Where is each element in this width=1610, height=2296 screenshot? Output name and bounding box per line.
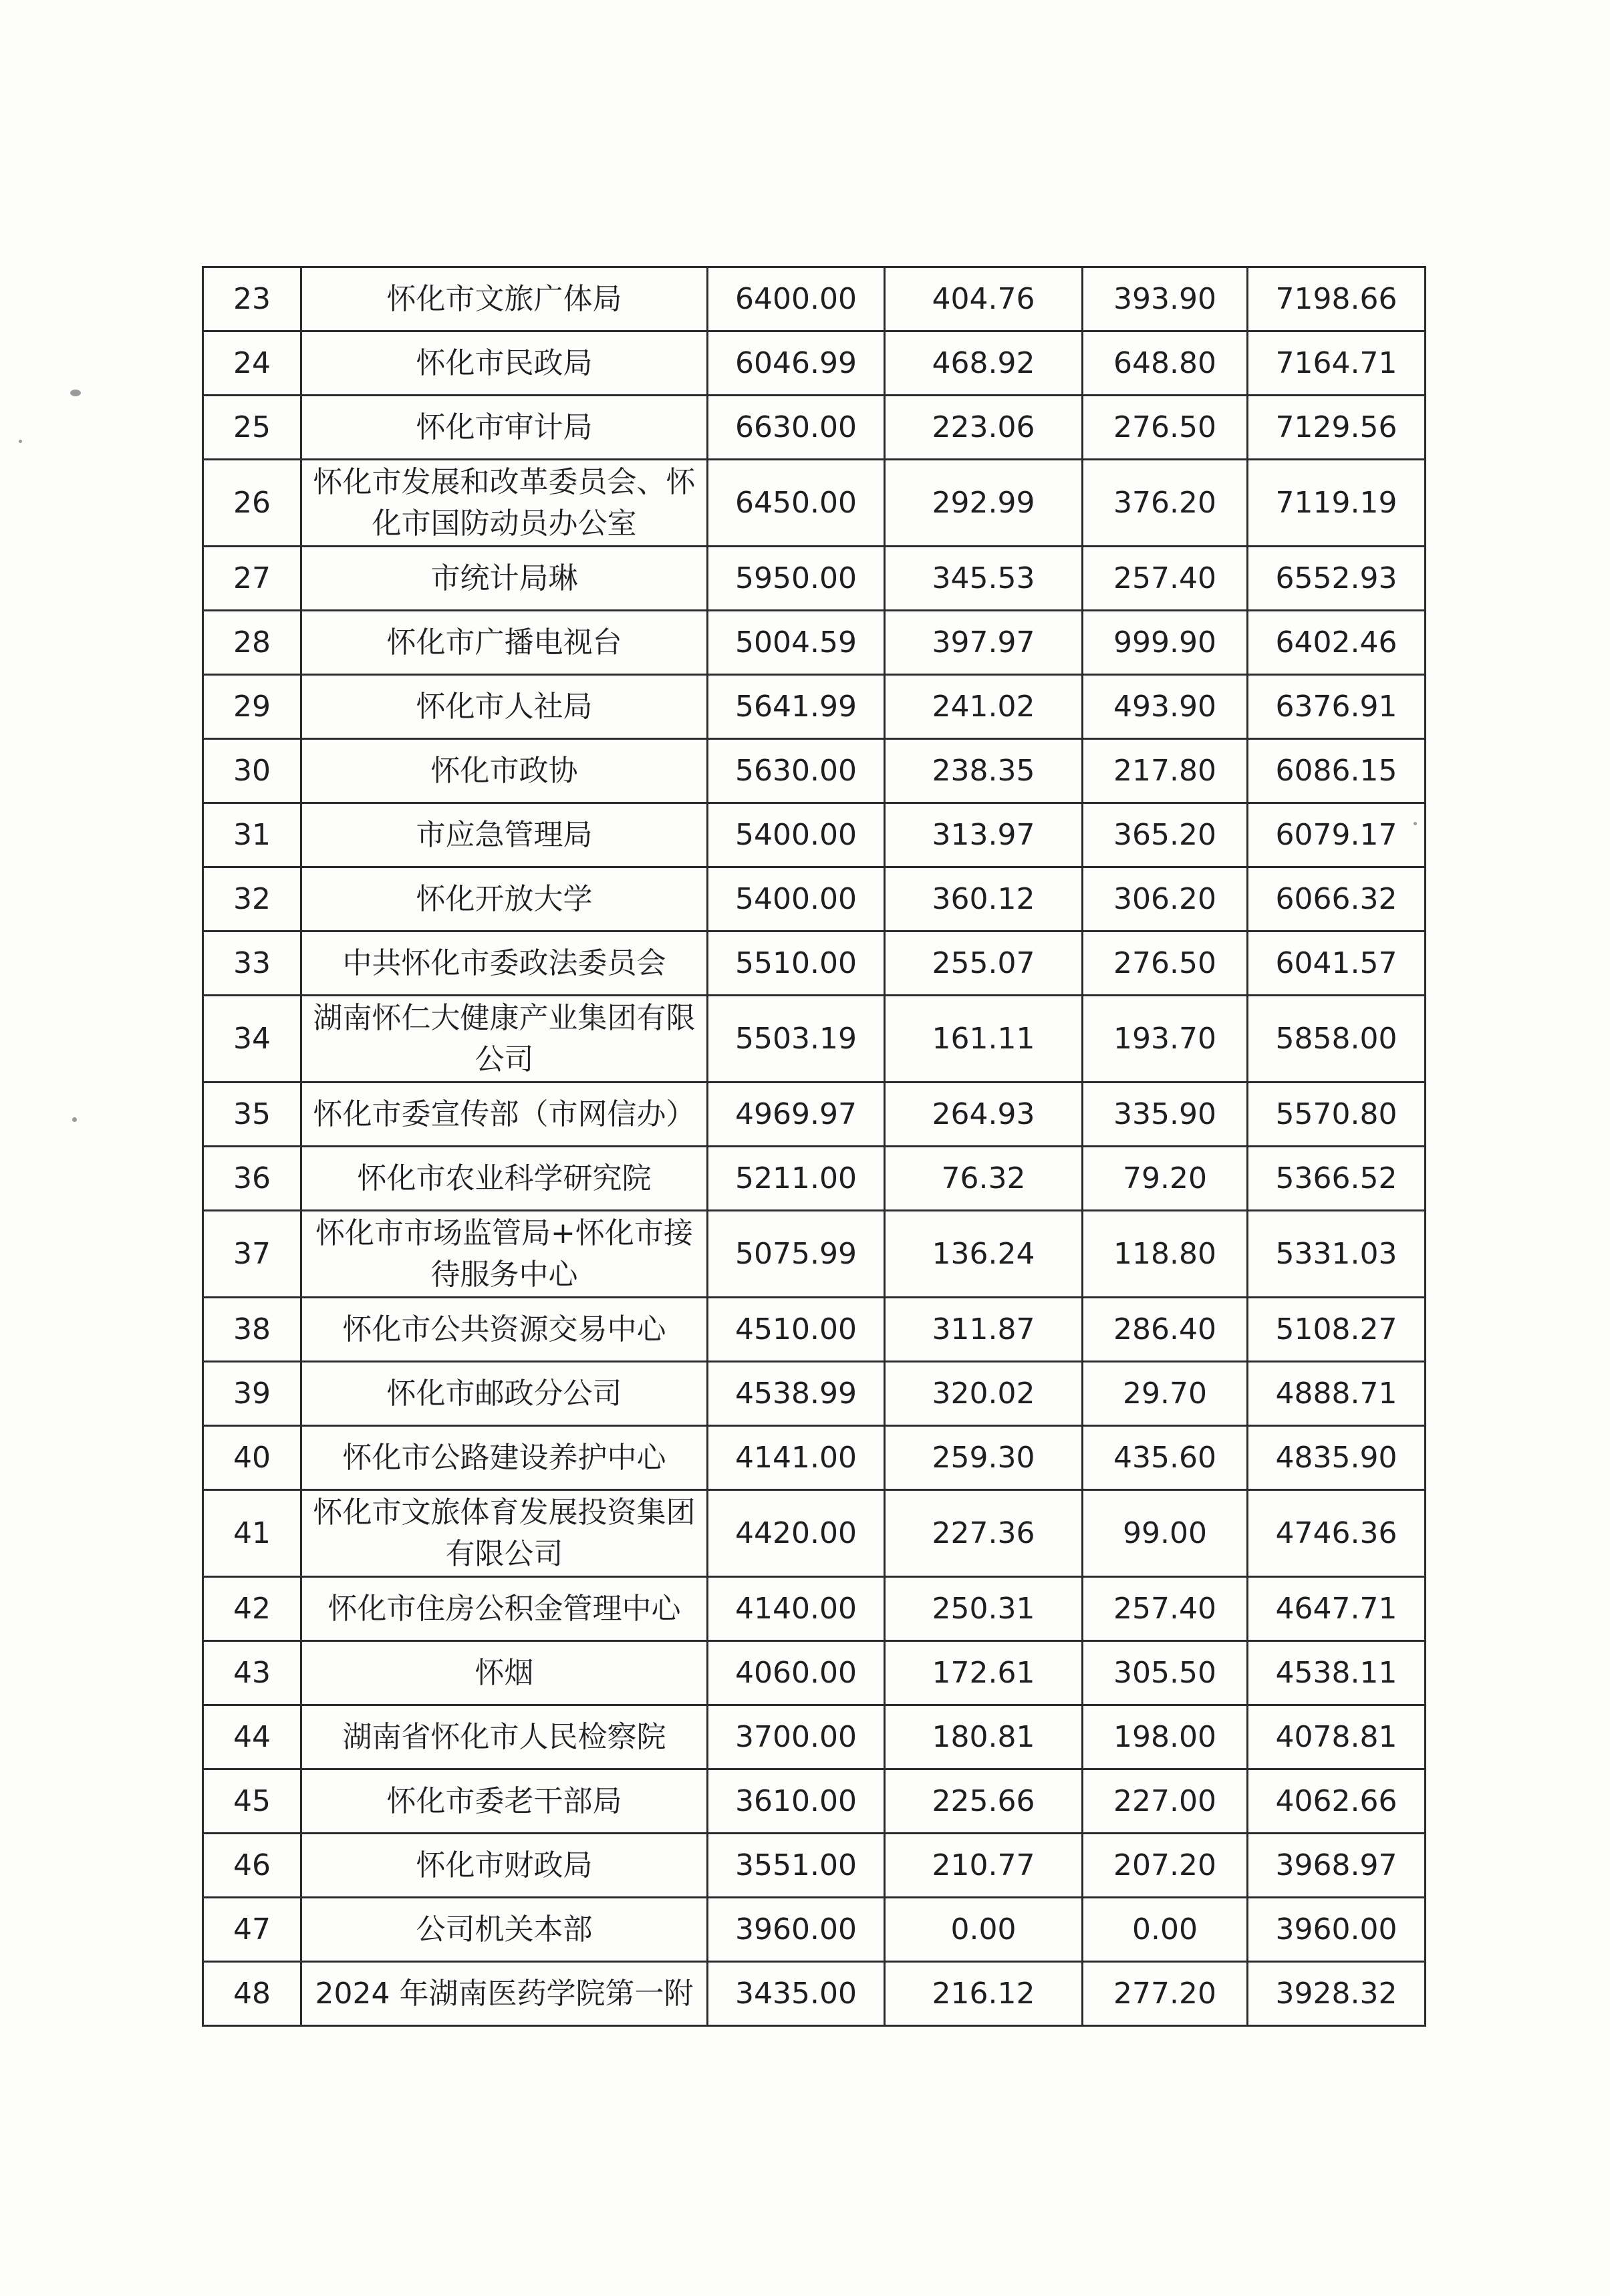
unit-name-cell: 怀化市住房公积金管理中心 <box>301 1577 708 1641</box>
value-c-cell: 118.80 <box>1083 1211 1248 1298</box>
scan-speck <box>72 1117 77 1122</box>
table-row <box>203 1769 1426 1834</box>
table-row <box>203 1147 1426 1211</box>
table-row <box>203 1211 1426 1298</box>
value-c-cell: 286.40 <box>1083 1298 1248 1362</box>
table-row <box>203 1962 1426 2026</box>
unit-name-cell: 怀化市发展和改革委员会、怀化市国防动员办公室 <box>301 460 708 547</box>
unit-name-cell: 怀化市人社局 <box>301 675 708 739</box>
value-a-cell: 5400.00 <box>708 867 885 931</box>
row-number-cell: 44 <box>203 1705 301 1769</box>
row-number-cell: 33 <box>203 931 301 996</box>
total-cell: 4078.81 <box>1248 1705 1426 1769</box>
value-a-cell: 4510.00 <box>708 1298 885 1362</box>
value-a-cell: 4420.00 <box>708 1490 885 1577</box>
value-c-cell: 227.00 <box>1083 1769 1248 1834</box>
total-cell: 4062.66 <box>1248 1769 1426 1834</box>
table-row <box>203 1490 1426 1577</box>
unit-name-cell: 公司机关本部 <box>301 1898 708 1962</box>
total-cell: 5570.80 <box>1248 1083 1426 1147</box>
unit-name-cell: 怀化市民政局 <box>301 331 708 396</box>
unit-name-cell: 怀化市邮政分公司 <box>301 1362 708 1426</box>
row-number-cell: 38 <box>203 1298 301 1362</box>
total-cell: 4647.71 <box>1248 1577 1426 1641</box>
value-b-cell: 180.81 <box>885 1705 1083 1769</box>
row-number-cell: 41 <box>203 1490 301 1577</box>
value-a-cell: 3700.00 <box>708 1705 885 1769</box>
table-row <box>203 1705 1426 1769</box>
row-number-cell: 43 <box>203 1641 301 1705</box>
value-b-cell: 223.06 <box>885 396 1083 460</box>
unit-name-cell: 怀化市文旅广体局 <box>301 267 708 331</box>
value-b-cell: 255.07 <box>885 931 1083 996</box>
unit-name-cell: 怀化市公路建设养护中心 <box>301 1426 708 1490</box>
data-table <box>202 266 1426 2027</box>
total-cell: 6376.91 <box>1248 675 1426 739</box>
value-c-cell: 257.40 <box>1083 1577 1248 1641</box>
table-row <box>203 1362 1426 1426</box>
unit-name-cell: 怀化市农业科学研究院 <box>301 1147 708 1211</box>
row-number-cell: 29 <box>203 675 301 739</box>
value-b-cell: 210.77 <box>885 1834 1083 1898</box>
row-number-cell: 42 <box>203 1577 301 1641</box>
row-number-cell: 32 <box>203 867 301 931</box>
unit-name-cell: 市应急管理局 <box>301 803 708 867</box>
total-cell: 4538.11 <box>1248 1641 1426 1705</box>
value-c-cell: 193.70 <box>1083 996 1248 1083</box>
value-b-cell: 136.24 <box>885 1211 1083 1298</box>
unit-name-cell: 怀化市财政局 <box>301 1834 708 1898</box>
value-b-cell: 238.35 <box>885 739 1083 803</box>
table-row <box>203 1898 1426 1962</box>
unit-name-cell: 湖南省怀化市人民检察院 <box>301 1705 708 1769</box>
value-a-cell: 3610.00 <box>708 1769 885 1834</box>
value-c-cell: 198.00 <box>1083 1705 1248 1769</box>
total-cell: 4888.71 <box>1248 1362 1426 1426</box>
table-row <box>203 739 1426 803</box>
value-a-cell: 4969.97 <box>708 1083 885 1147</box>
table-row <box>203 1298 1426 1362</box>
row-number-cell: 35 <box>203 1083 301 1147</box>
table-row <box>203 267 1426 331</box>
total-cell: 5331.03 <box>1248 1211 1426 1298</box>
unit-name-cell: 市统计局琳 <box>301 547 708 611</box>
value-b-cell: 320.02 <box>885 1362 1083 1426</box>
scan-speck <box>70 390 81 396</box>
value-c-cell: 79.20 <box>1083 1147 1248 1211</box>
total-cell: 5858.00 <box>1248 996 1426 1083</box>
value-b-cell: 397.97 <box>885 611 1083 675</box>
row-number-cell: 39 <box>203 1362 301 1426</box>
row-number-cell: 25 <box>203 396 301 460</box>
value-c-cell: 999.90 <box>1083 611 1248 675</box>
unit-name-cell: 中共怀化市委政法委员会 <box>301 931 708 996</box>
value-b-cell: 311.87 <box>885 1298 1083 1362</box>
value-b-cell: 161.11 <box>885 996 1083 1083</box>
total-cell: 6079.17 <box>1248 803 1426 867</box>
value-b-cell: 216.12 <box>885 1962 1083 2026</box>
table-body <box>203 267 1426 2026</box>
unit-name-cell: 2024 年湖南医药学院第一附 <box>301 1962 708 2026</box>
value-a-cell: 6630.00 <box>708 396 885 460</box>
table-row <box>203 996 1426 1083</box>
scan-speck <box>19 440 22 443</box>
value-a-cell: 3551.00 <box>708 1834 885 1898</box>
table-row <box>203 1083 1426 1147</box>
row-number-cell: 23 <box>203 267 301 331</box>
value-a-cell: 4538.99 <box>708 1362 885 1426</box>
row-number-cell: 36 <box>203 1147 301 1211</box>
table-row <box>203 611 1426 675</box>
value-c-cell: 257.40 <box>1083 547 1248 611</box>
value-a-cell: 6450.00 <box>708 460 885 547</box>
value-a-cell: 4060.00 <box>708 1641 885 1705</box>
value-b-cell: 292.99 <box>885 460 1083 547</box>
unit-name-cell: 怀化市政协 <box>301 739 708 803</box>
row-number-cell: 26 <box>203 460 301 547</box>
table-row <box>203 396 1426 460</box>
value-b-cell: 250.31 <box>885 1577 1083 1641</box>
value-c-cell: 648.80 <box>1083 331 1248 396</box>
total-cell: 4746.36 <box>1248 1490 1426 1577</box>
value-a-cell: 5950.00 <box>708 547 885 611</box>
value-a-cell: 6046.99 <box>708 331 885 396</box>
total-cell: 6041.57 <box>1248 931 1426 996</box>
value-a-cell: 5510.00 <box>708 931 885 996</box>
row-number-cell: 46 <box>203 1834 301 1898</box>
row-number-cell: 24 <box>203 331 301 396</box>
table-row <box>203 1641 1426 1705</box>
table-row <box>203 547 1426 611</box>
unit-name-cell: 怀化市公共资源交易中心 <box>301 1298 708 1362</box>
row-number-cell: 47 <box>203 1898 301 1962</box>
total-cell: 7119.19 <box>1248 460 1426 547</box>
value-c-cell: 276.50 <box>1083 396 1248 460</box>
total-cell: 6402.46 <box>1248 611 1426 675</box>
value-b-cell: 227.36 <box>885 1490 1083 1577</box>
value-c-cell: 306.20 <box>1083 867 1248 931</box>
row-number-cell: 34 <box>203 996 301 1083</box>
total-cell: 7198.66 <box>1248 267 1426 331</box>
value-a-cell: 5400.00 <box>708 803 885 867</box>
value-a-cell: 5641.99 <box>708 675 885 739</box>
table-row <box>203 931 1426 996</box>
value-b-cell: 264.93 <box>885 1083 1083 1147</box>
table-row <box>203 1577 1426 1641</box>
unit-name-cell: 怀化市委宣传部（市网信办） <box>301 1083 708 1147</box>
value-b-cell: 225.66 <box>885 1769 1083 1834</box>
row-number-cell: 28 <box>203 611 301 675</box>
unit-name-cell: 怀烟 <box>301 1641 708 1705</box>
value-c-cell: 277.20 <box>1083 1962 1248 2026</box>
value-a-cell: 4141.00 <box>708 1426 885 1490</box>
unit-name-cell: 怀化市审计局 <box>301 396 708 460</box>
unit-name-cell: 怀化开放大学 <box>301 867 708 931</box>
value-a-cell: 5503.19 <box>708 996 885 1083</box>
row-number-cell: 37 <box>203 1211 301 1298</box>
value-a-cell: 6400.00 <box>708 267 885 331</box>
unit-name-cell: 怀化市文旅体育发展投资集团有限公司 <box>301 1490 708 1577</box>
value-b-cell: 259.30 <box>885 1426 1083 1490</box>
value-b-cell: 360.12 <box>885 867 1083 931</box>
value-a-cell: 5211.00 <box>708 1147 885 1211</box>
value-b-cell: 404.76 <box>885 267 1083 331</box>
value-a-cell: 5075.99 <box>708 1211 885 1298</box>
value-c-cell: 393.90 <box>1083 267 1248 331</box>
value-a-cell: 5004.59 <box>708 611 885 675</box>
value-c-cell: 29.70 <box>1083 1362 1248 1426</box>
table-row <box>203 331 1426 396</box>
row-number-cell: 27 <box>203 547 301 611</box>
total-cell: 3960.00 <box>1248 1898 1426 1962</box>
value-b-cell: 172.61 <box>885 1641 1083 1705</box>
value-c-cell: 99.00 <box>1083 1490 1248 1577</box>
total-cell: 3928.32 <box>1248 1962 1426 2026</box>
table-row <box>203 867 1426 931</box>
row-number-cell: 48 <box>203 1962 301 2026</box>
value-a-cell: 5630.00 <box>708 739 885 803</box>
total-cell: 7129.56 <box>1248 396 1426 460</box>
value-c-cell: 376.20 <box>1083 460 1248 547</box>
total-cell: 7164.71 <box>1248 331 1426 396</box>
unit-name-cell: 怀化市市场监管局+怀化市接待服务中心 <box>301 1211 708 1298</box>
total-cell: 5366.52 <box>1248 1147 1426 1211</box>
row-number-cell: 40 <box>203 1426 301 1490</box>
value-b-cell: 241.02 <box>885 675 1083 739</box>
value-b-cell: 313.97 <box>885 803 1083 867</box>
total-cell: 6552.93 <box>1248 547 1426 611</box>
total-cell: 6066.32 <box>1248 867 1426 931</box>
value-c-cell: 305.50 <box>1083 1641 1248 1705</box>
total-cell: 3968.97 <box>1248 1834 1426 1898</box>
value-c-cell: 0.00 <box>1083 1898 1248 1962</box>
value-c-cell: 276.50 <box>1083 931 1248 996</box>
table-row <box>203 803 1426 867</box>
value-b-cell: 76.32 <box>885 1147 1083 1211</box>
value-c-cell: 207.20 <box>1083 1834 1248 1898</box>
value-c-cell: 493.90 <box>1083 675 1248 739</box>
row-number-cell: 30 <box>203 739 301 803</box>
value-a-cell: 4140.00 <box>708 1577 885 1641</box>
total-cell: 4835.90 <box>1248 1426 1426 1490</box>
value-b-cell: 0.00 <box>885 1898 1083 1962</box>
unit-name-cell: 怀化市广播电视台 <box>301 611 708 675</box>
total-cell: 6086.15 <box>1248 739 1426 803</box>
value-c-cell: 365.20 <box>1083 803 1248 867</box>
unit-name-cell: 怀化市委老干部局 <box>301 1769 708 1834</box>
unit-name-cell: 湖南怀仁大健康产业集团有限公司 <box>301 996 708 1083</box>
value-a-cell: 3960.00 <box>708 1898 885 1962</box>
total-cell: 5108.27 <box>1248 1298 1426 1362</box>
row-number-cell: 45 <box>203 1769 301 1834</box>
row-number-cell: 31 <box>203 803 301 867</box>
table-row <box>203 675 1426 739</box>
table-row <box>203 1426 1426 1490</box>
value-a-cell: 3435.00 <box>708 1962 885 2026</box>
table-row <box>203 460 1426 547</box>
value-b-cell: 468.92 <box>885 331 1083 396</box>
value-c-cell: 435.60 <box>1083 1426 1248 1490</box>
value-b-cell: 345.53 <box>885 547 1083 611</box>
value-c-cell: 335.90 <box>1083 1083 1248 1147</box>
value-c-cell: 217.80 <box>1083 739 1248 803</box>
table-row <box>203 1834 1426 1898</box>
